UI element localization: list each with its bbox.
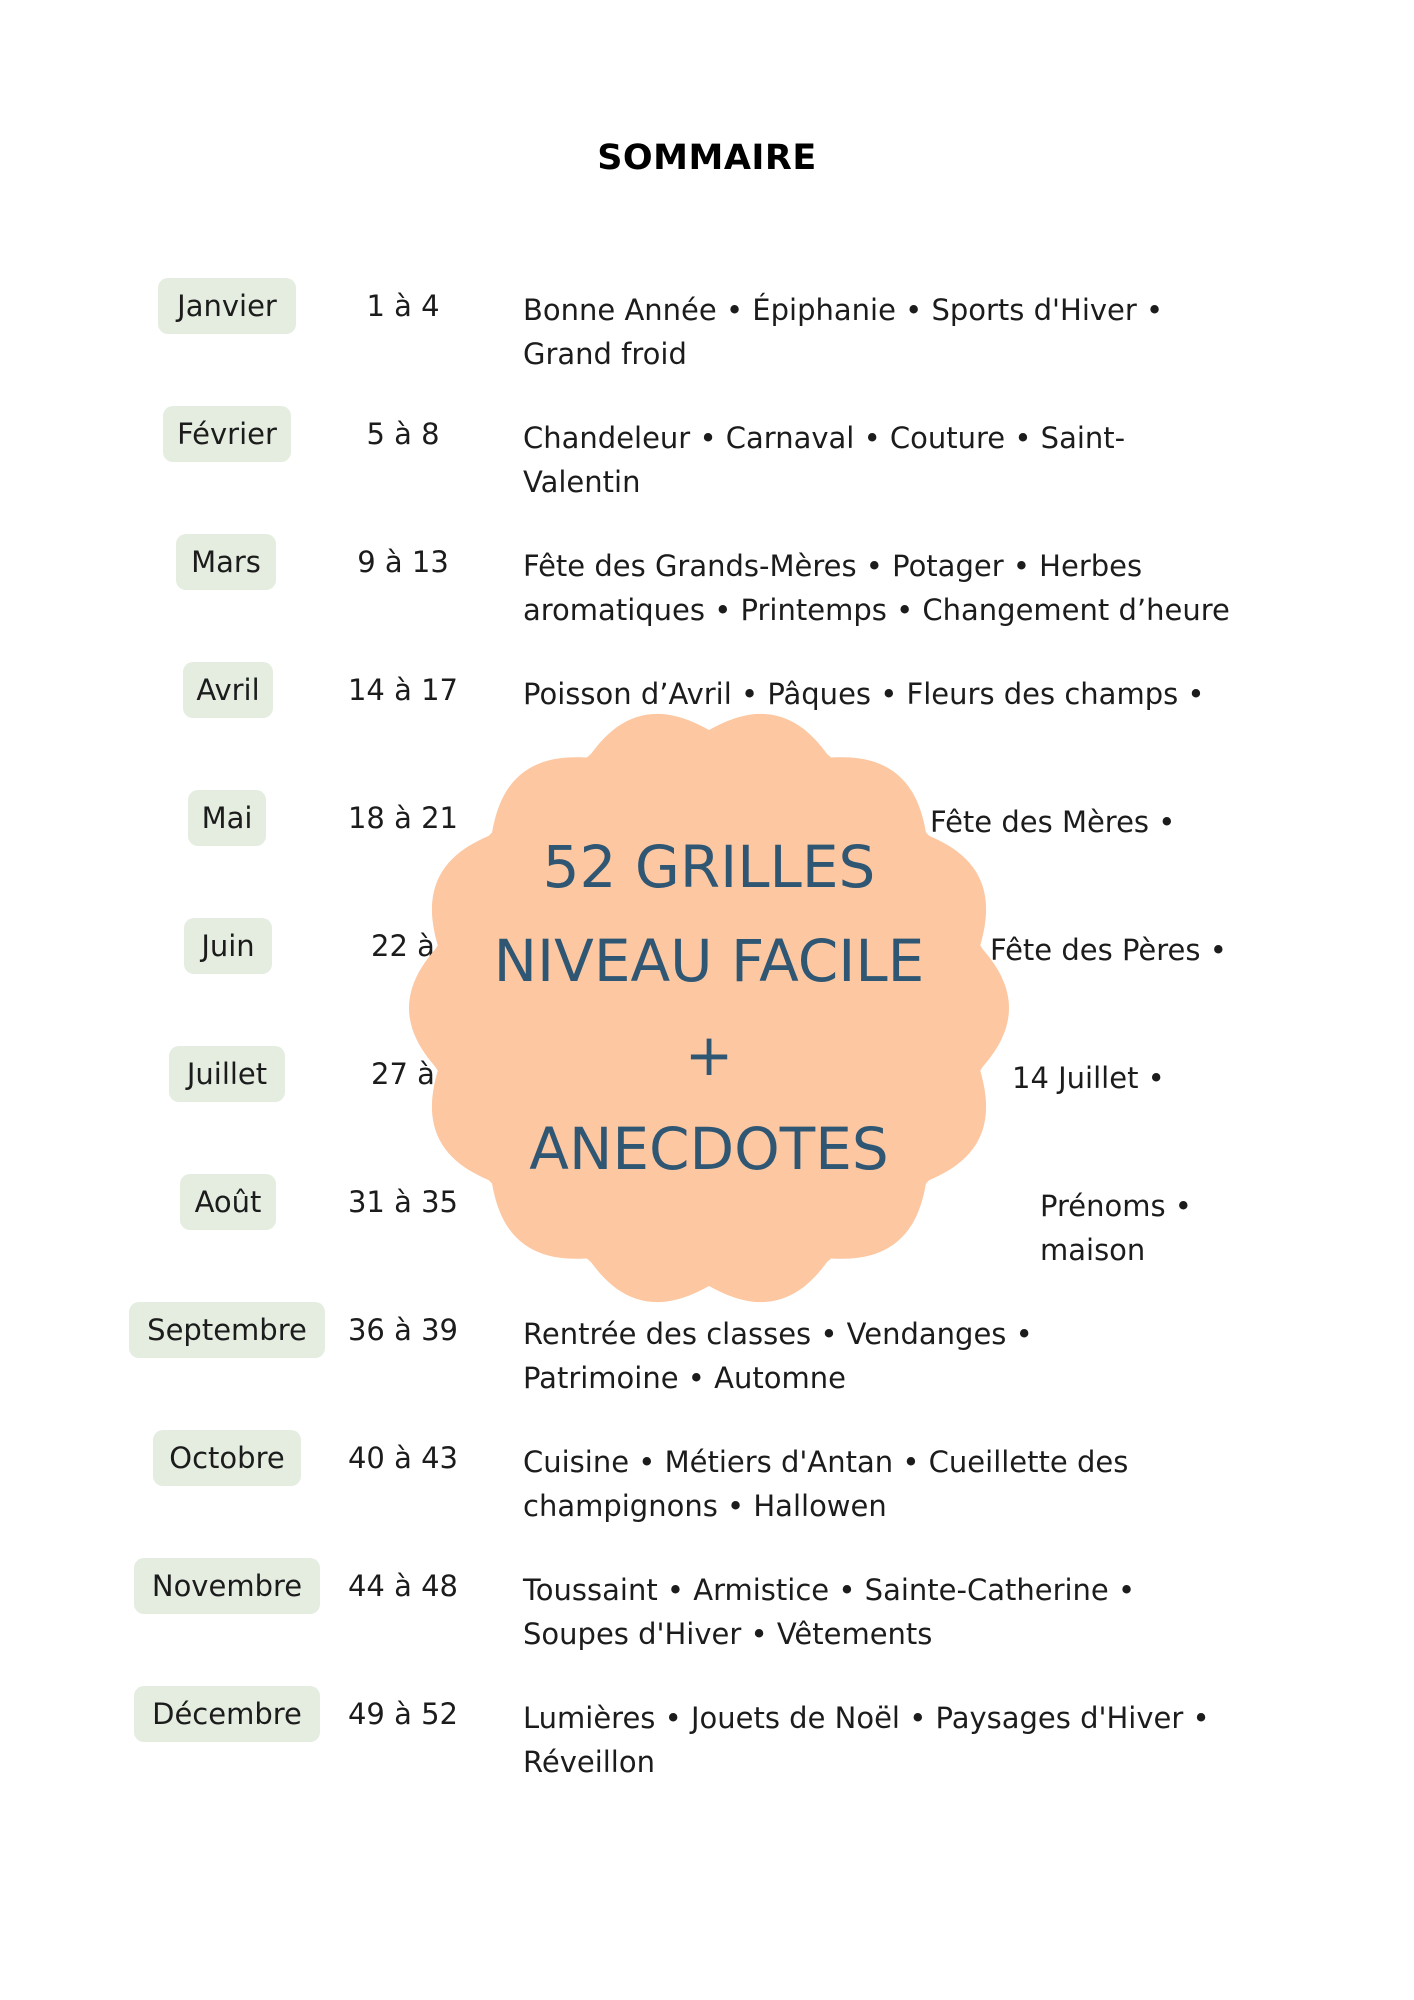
month-themes: Fête des Pères • <box>990 933 1227 967</box>
month-themes: Rentrée des classes • Vendanges • Patrimoine • Automne <box>523 1317 1033 1395</box>
month-themes: Poisson d’Avril • Pâques • Fleurs des champs • <box>523 677 1205 711</box>
starburst-line-3: + <box>684 1021 734 1089</box>
month-badge: Avril <box>183 662 273 718</box>
month-themes: Fête des Grands-Mères • Potager • Herbes aromatiques • Printemps • Changement d’heure <box>523 549 1230 627</box>
toc-row-fevrier <box>0 406 1414 516</box>
month-badge: Août <box>180 1174 276 1230</box>
grid-range: 49 à 52 <box>347 1697 458 1731</box>
starburst-line-4: ANECDOTES <box>529 1115 889 1183</box>
toc-row-octobre <box>0 1430 1414 1540</box>
grid-range: 18 à 21 <box>347 801 458 835</box>
grid-range: 27 à <box>371 1057 435 1091</box>
starburst-text <box>389 688 1029 1328</box>
month-themes: Fête des Mères • <box>930 805 1176 839</box>
month-badge: Novembre <box>134 1558 320 1614</box>
grid-range: 1 à 4 <box>366 289 440 323</box>
month-themes: Lumières • Jouets de Noël • Paysages d'Hiver • Réveillon <box>523 1701 1210 1779</box>
starburst-line-2: NIVEAU FACILE <box>493 927 925 995</box>
grid-range: 40 à 43 <box>347 1441 458 1475</box>
month-badge: Juillet <box>169 1046 285 1102</box>
month-themes: Cuisine • Métiers d'Antan • Cueillette des champignons • Hallowen <box>523 1445 1129 1523</box>
month-badge: Mars <box>176 534 276 590</box>
month-badge: Juin <box>184 918 272 974</box>
grid-range: 31 à 35 <box>347 1185 458 1219</box>
toc-row-janvier <box>0 278 1414 388</box>
month-badge: Décembre <box>134 1686 320 1742</box>
grid-range: 44 à 48 <box>347 1569 458 1603</box>
toc-row-novembre <box>0 1558 1414 1668</box>
month-badge: Octobre <box>153 1430 301 1486</box>
starburst-line-1: 52 GRILLES <box>542 833 876 901</box>
grid-range: 36 à 39 <box>347 1313 458 1347</box>
grid-range: 5 à 8 <box>366 417 440 451</box>
toc-row-decembre <box>0 1686 1414 1796</box>
month-badge: Septembre <box>129 1302 325 1358</box>
month-badge: Février <box>163 406 291 462</box>
month-themes: 14 Juillet • <box>1012 1061 1165 1095</box>
page-title: SOMMAIRE <box>597 138 817 178</box>
grid-range: 22 à <box>371 929 435 963</box>
toc-row-mars <box>0 534 1414 644</box>
month-themes: Prénoms • maison <box>1040 1189 1192 1267</box>
month-themes: Bonne Année • Épiphanie • Sports d'Hiver • Grand froid <box>523 293 1164 371</box>
month-badge: Janvier <box>158 278 296 334</box>
month-themes: Toussaint • Armistice • Sainte-Catherine • Soupes d'Hiver • Vêtements <box>523 1573 1136 1651</box>
month-themes: Chandeleur • Carnaval • Couture • Saint-Valentin <box>523 421 1126 499</box>
month-badge: Mai <box>188 790 266 846</box>
grid-range: 9 à 13 <box>357 545 449 579</box>
grid-range: 14 à 17 <box>347 673 458 707</box>
